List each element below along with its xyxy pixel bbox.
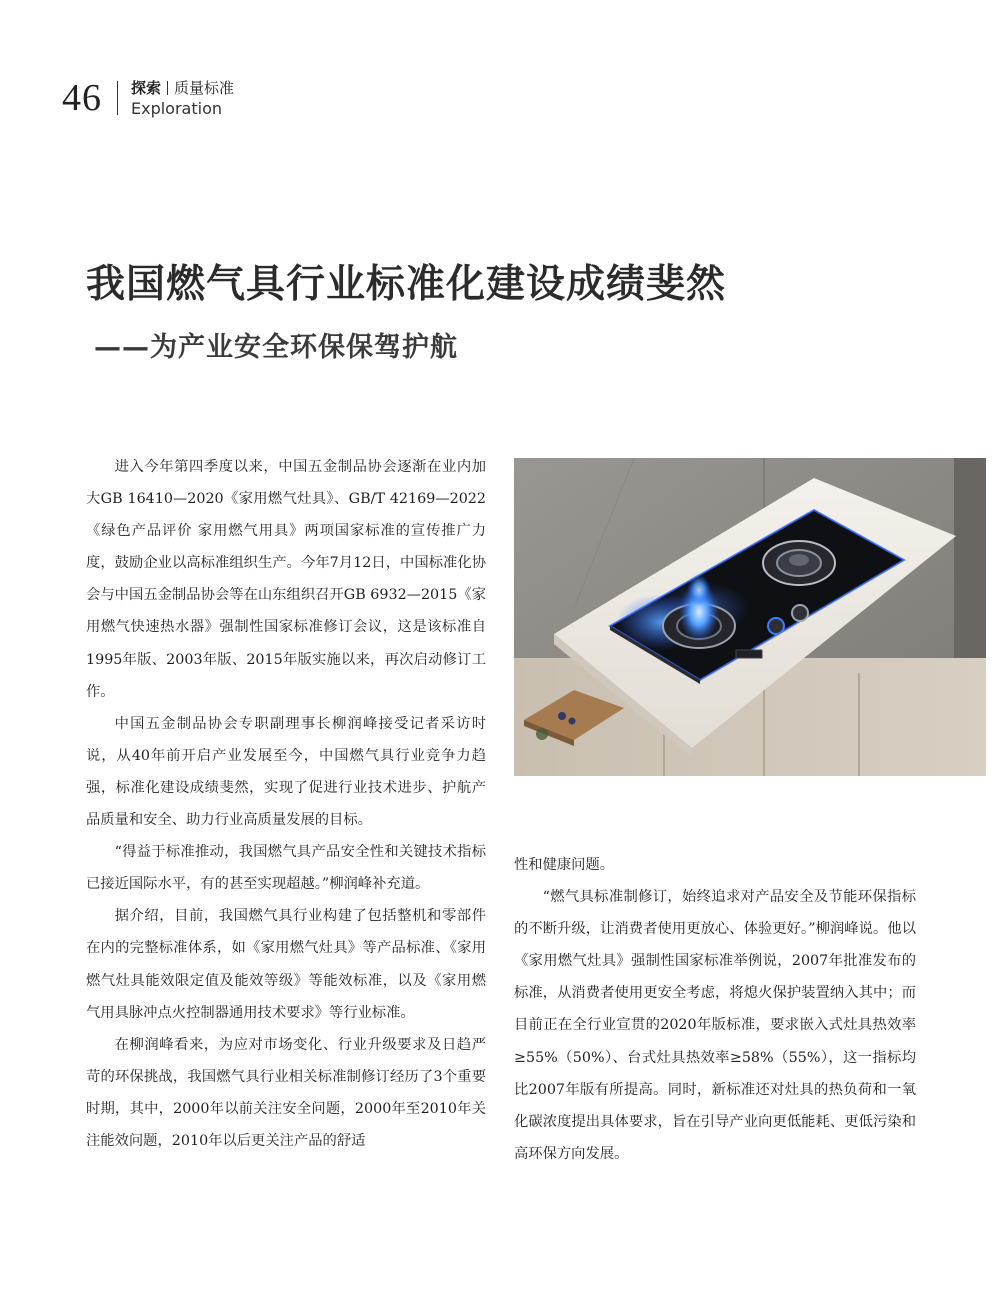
right-column	[514, 849, 916, 1170]
page-number: 46	[62, 77, 102, 119]
left-column	[86, 451, 486, 1157]
header-divider	[117, 81, 118, 115]
section-english: Exploration	[131, 99, 222, 118]
paragraph: “得益于标准推动，我国燃气具产品安全性和关键技术指标已接近国际水平，有的甚至实现超越。”柳润峰补充道。	[86, 844, 486, 893]
paragraph-continuation: 性和健康问题。	[514, 857, 615, 873]
paragraph: 中国五金制品协会专职副理事长柳润峰接受记者采访时说，从40年前开启产业发展至今，中国燃气具行业竞争力趋强，标准化建设成绩斐然，实现了促进行业技术进步、护航产品质量和安全、助力行业高质量发展的目标。	[86, 715, 486, 829]
article-subtitle: ——为产业安全环保保驾护航	[94, 332, 458, 363]
section-primary: 探索	[131, 79, 162, 97]
gas-cooktop-photo	[514, 458, 986, 776]
paragraph: “燃气具标准制修订，始终追求对产品安全及节能环保指标的不断升级，让消费者使用更放心、体验更好。”柳润峰说。他以《家用燃气灶具》强制性国家标准举例说，2007年批准发布的标准，从消费者使用更安全考虑，将熄火保护装置纳入其中；而目前正在全行业宣贯的2020年版标准，要求嵌入式灶具热效率≥55%（50%）、台式灶具热效率≥58%（55%），这一指标均比2007年版有所提高。同时，新标准还对灶具的热负荷和一氧化碳浓度提出具体要求，旨在引导产业向更低能耗、更低污染和高环保方向发展。	[514, 889, 916, 1162]
section-separator	[167, 81, 168, 95]
section-secondary: 质量标准	[174, 79, 235, 97]
section-label	[131, 78, 234, 98]
paragraph: 在柳润峰看来，为应对市场变化、行业升级要求及日趋严苛的环保挑战，我国燃气具行业相关标准制修订经历了3个重要时期，其中，2000年以前关注安全问题，2000年至2010年关注能效问题，2010年以后更关注产品的舒适	[86, 1036, 486, 1149]
article-title: 我国燃气具行业标准化建设成绩斐然	[86, 262, 727, 307]
paragraph: 据介绍，目前，我国燃气具行业构建了包括整机和零部件在内的完整标准体系，如《家用燃气灶具》等产品标准、《家用燃气灶具能效限定值及能效等级》等能效标准，以及《家用燃气用具脉冲点火控制器通用技术要求》等行业标准。	[86, 908, 486, 1021]
paragraph: 进入今年第四季度以来，中国五金制品协会逐渐在业内加大GB 16410—2020《家用燃气灶具》、GB/T 42169—2022《绿色产品评价 家用燃气用具》两项国家标准的宣传推广力度，鼓励企业以高标准组织生产。今年7月12日，中国标准化协会与中国五金制品协会等在山东组织召开GB 6932—2015《家用燃气快速热水器》强制性国家标准修订会议，这是该标准自1995年版、2003年版、2015年版实施以来，再次启动修订工作。	[86, 459, 486, 700]
